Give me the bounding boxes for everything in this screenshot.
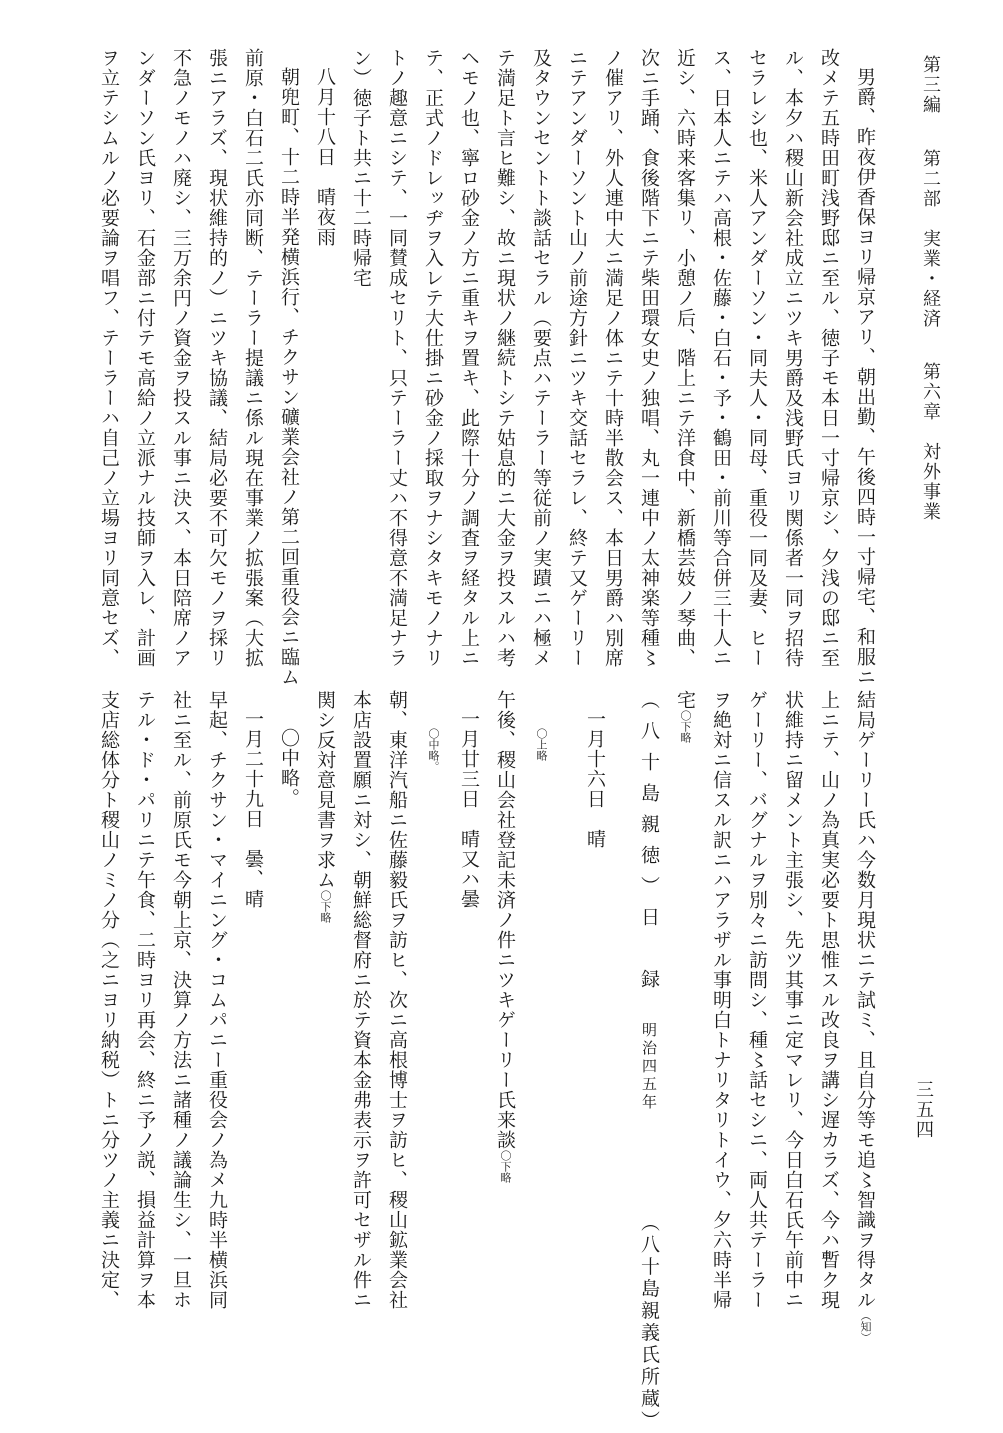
text-line: ゲーリー、バグナルヲ別々ニ訪問シ、種〻話セシニ、両人共テーラー (746, 690, 768, 1310)
text-line: テル・ド・パリニテ午食、二時ヨリ再会、終ニ予ノ説、損益計算ヲ本 (134, 690, 156, 1310)
ruby-annotation: （知） (859, 1310, 872, 1343)
text-line: 改メテ五時田町浅野邸ニ至ル、徳子モ本日一寸帰京シ、夕浅の邸ニ至 (818, 48, 840, 668)
text-line: テ満足ト言ヒ難シ、故ニ現状ノ継続トシテ姑息的ニ大金ヲ投スルハ考 (494, 48, 516, 668)
omission-note: 〇下略 (319, 890, 332, 923)
text-line: 朝、東洋汽船ニ佐藤毅氏ヲ訪ヒ、次ニ高根博士ヲ訪ヒ、稷山鉱業会社 (386, 690, 408, 1310)
date-line: 八月十八日 晴夜雨 (314, 67, 336, 247)
line-text: 結局ゲーリー氏ハ今数月現状ニテ試ミ、且自分等モ追〻智識ヲ得タル (854, 690, 876, 1310)
date-line: 一月二十九日 曇、晴 (242, 709, 264, 909)
text-line: ヲ絶対ニ信スル訳ニハアラザル事明白トナリタリトイウ、夕六時半帰 (710, 690, 732, 1310)
bottom-text-block (3, 690, 883, 1433)
text-line: トノ趣意ニシテ、一同賛成セリト、只テーラー丈ハ不得意不満足ナラ (386, 48, 408, 668)
omission-note: 〇中略。 (278, 728, 300, 808)
text-line: 男爵、昨夜伊香保ヨリ帰京アリ、朝出勤、午後四時一寸帰宅、和服ニ (854, 67, 876, 687)
title-era: 明治四五年 (640, 1022, 658, 1112)
text-line (667, 690, 703, 1370)
omission-note-line (523, 690, 559, 1370)
omission-note: 〇下略 (499, 1150, 512, 1183)
text-line: 不急ノモノハ廃シ、三万余円ノ資金ヲ投スル事ニ決ス、本日陪席ノア (170, 48, 192, 668)
line-text: 宅 (674, 690, 696, 710)
header-chapter: 第六章 対外事業 (920, 362, 941, 523)
text-line: 近シ、六時来客集リ、小憩ノ后、階上ニテ洋食中、新橋芸妓ノ琴曲、 (674, 48, 696, 668)
text-line: 社ニ至ル、前原氏モ今朝上京、決算ノ方法ニ諸種ノ議論生シ、一旦ホ (170, 690, 192, 1310)
date-line: 一月十六日 晴 (584, 709, 606, 849)
text-line (847, 690, 883, 1370)
text-line: ス、日本人ニテハ高根・佐藤・白石・予・鶴田・前川等合併三十人ニ (710, 48, 732, 668)
text-line: 前原・白石二氏亦同断、テーラー提議ニ係ル現在事業ノ拡張案（大拡 (242, 48, 264, 668)
text-line: ニテアンダーソント山ノ前途方針ニツキ交話セラレ、終テ又ゲーリー (566, 48, 588, 668)
omission-note: 〇中略。 (427, 728, 440, 772)
text-line: 早起、チクサン・マイニング・コムパニー重役会ノ為メ九時半横浜同 (206, 690, 228, 1310)
text-line: 上ニテ、山ノ為真実必要ト思惟スル改良ヲ講シ遅カラズ、今ハ暫ク現 (818, 690, 840, 1310)
text-line: 状維持ニ留メント主張シ、先ツ其事ニ定マレリ、今日白石氏午前中ニ (782, 690, 804, 1310)
title-main: （八十島親徳）日 録 (638, 690, 660, 1000)
text-line: テ、正式ノドレッヂヲ入レテ大仕掛ニ砂金ノ採取ヲナシタキモノナリ (422, 48, 444, 668)
omission-note-line (271, 690, 307, 1370)
text-line: ノ催アリ、外人連中大ニ満足ノ体ニテ十時半散会ス、本日男爵ハ別席 (602, 48, 624, 668)
text-line: 支店総体分ト稷山ノミノ分（之ニヨリ納税）トニ分ツノ主義ニ決定、 (98, 690, 120, 1310)
text-line: 本店設置願ニ対シ、朝鮮総督府ニ於テ資本金弗表示ヲ許可セザル件ニ (350, 690, 372, 1310)
line-text: 関シ反対意見書ヲ求ム (314, 690, 336, 890)
omission-note: 〇下略 (679, 710, 692, 743)
text-line: 張ニアラズ、現状維持的ノ）ニツキ協議、結局必要不可欠モノヲ採リ (206, 48, 228, 668)
text-line: ヲ立テシムルノ必要論ヲ唱フ、テーラーハ自己ノ立場ヨリ同意セズ、 (98, 48, 120, 668)
text-line (487, 690, 523, 1370)
text-line: ン）徳子ト共ニ十二時帰宅 (350, 48, 372, 288)
top-text-block (3, 48, 883, 687)
omission-note: 〇上略 (535, 728, 548, 761)
text-line (307, 690, 343, 1370)
text-line: ル、本夕ハ稷山新会社成立ニツキ男爵及浅野氏ヨリ関係者一同ヲ招待 (782, 48, 804, 668)
text-line: 次ニ手踊、食後階下ニテ柴田環女史ノ独唱、丸一連中ノ太神楽等種〻 (638, 48, 660, 668)
text-line: 朝兜町、十二時半発横浜行、チクサン礦業会社ノ第二回重役会ニ臨ム (278, 67, 300, 687)
header-section: 第二部 実業・経済 (920, 148, 941, 329)
omission-note-line (415, 690, 451, 1370)
header-part: 第三編 (920, 55, 941, 115)
title-source: （八十島親義氏所蔵） (638, 1222, 660, 1433)
section-title (613, 690, 667, 1433)
line-text: 午後、稷山会社登記未済ノ件ニツキゲーリー氏来談 (494, 690, 516, 1150)
date-line: 一月廿三日 晴又ハ曇 (458, 709, 480, 909)
running-header (913, 55, 943, 635)
page-number: 三五四 (913, 1080, 934, 1140)
text-line: ヘモノ也、寧ロ砂金ノ方ニ重キヲ置キ、此際十分ノ調査ヲ経タル上ニ (458, 48, 480, 668)
text-line: 及タウンセントト談話セラル（要点ハテーラー等従前ノ実蹟ニハ極メ (530, 48, 552, 668)
text-line: ンダーソン氏ヨリ、石金部ニ付テモ高給ノ立派ナル技師ヲ入レ、計画 (134, 48, 156, 668)
text-line: セラレシ也、米人アンダーソン・同夫人・同母、重役一同及妻、ヒー (746, 48, 768, 668)
